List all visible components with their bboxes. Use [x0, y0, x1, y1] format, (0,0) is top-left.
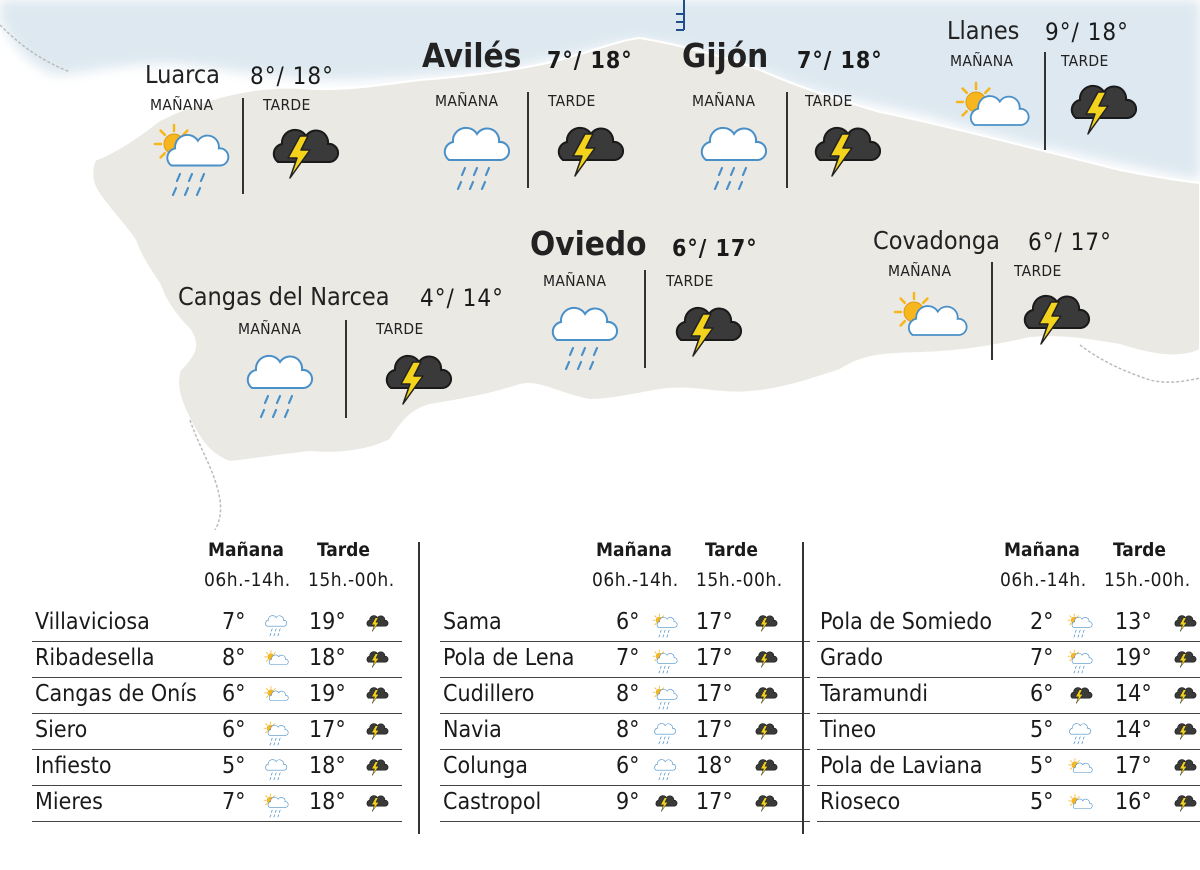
- city-name: Covadonga: [873, 226, 1000, 255]
- morning-temperature: 6°: [616, 753, 640, 779]
- period-divider: [991, 262, 993, 360]
- table-row: [32, 749, 402, 786]
- city-temperature-range: 7°/ 18°: [797, 48, 883, 74]
- table-row: [32, 605, 402, 642]
- morning-hours: 06h.-14h.: [592, 569, 679, 591]
- morning-temperature: 9°: [616, 789, 640, 815]
- morning-label: MAÑANA: [888, 262, 952, 280]
- sun-cloud-icon: [1068, 793, 1091, 823]
- storm-icon: [364, 649, 387, 679]
- afternoon-hours: 15h.-00h.: [1104, 569, 1191, 591]
- table-column-3: [817, 535, 1197, 835]
- morning-label: MAÑANA: [435, 92, 499, 110]
- afternoon-temperature: 14°: [1115, 717, 1152, 743]
- storm-icon: [1172, 613, 1195, 643]
- storm-icon: [668, 300, 738, 384]
- table-row: [440, 641, 810, 678]
- city-name: Cangas del Narcea: [178, 282, 390, 311]
- morning-header: Mañana: [1004, 539, 1080, 561]
- storm-icon: [1172, 721, 1195, 751]
- sun-cloud-icon: [264, 649, 287, 679]
- morning-temperature: 8°: [616, 717, 640, 743]
- city-temperature-range: 4°/ 14°: [420, 284, 504, 312]
- town-name: Rioseco: [820, 789, 901, 815]
- afternoon-temperature: 19°: [309, 609, 346, 635]
- period-divider: [786, 92, 788, 188]
- afternoon-label: TARDE: [1014, 262, 1062, 280]
- period-divider: [644, 270, 646, 368]
- afternoon-temperature: 18°: [309, 645, 346, 671]
- table-column-1: [32, 535, 412, 835]
- afternoon-hours: 15h.-00h.: [696, 569, 783, 591]
- sun-cloud-rain-icon: [653, 613, 676, 643]
- morning-label: MAÑANA: [692, 92, 756, 110]
- table-row: [32, 677, 402, 714]
- morning-temperature: 6°: [222, 681, 246, 707]
- sun-cloud-rain-icon: [653, 685, 676, 715]
- storm-icon: [1172, 685, 1195, 715]
- city-temperature-range: 9°/ 18°: [1045, 18, 1129, 46]
- period-divider: [1044, 52, 1046, 150]
- afternoon-label: TARDE: [1061, 52, 1109, 70]
- town-name: Ribadesella: [35, 645, 155, 671]
- town-name: Colunga: [443, 753, 528, 779]
- table-row: [32, 713, 402, 750]
- storm-icon: [1172, 793, 1195, 823]
- afternoon-label: TARDE: [548, 92, 596, 110]
- cloud-rain-icon: [653, 757, 676, 787]
- table-row: [817, 677, 1200, 714]
- storm-icon: [753, 685, 776, 715]
- afternoon-temperature: 17°: [696, 645, 733, 671]
- town-name: Castropol: [443, 789, 542, 815]
- storm-icon: [753, 793, 776, 823]
- city-name: Oviedo: [530, 224, 647, 263]
- morning-temperature: 5°: [1030, 789, 1054, 815]
- city-temperature-range: 7°/ 18°: [547, 48, 633, 74]
- sun-cloud-rain-icon: [264, 793, 287, 823]
- afternoon-temperature: 17°: [309, 717, 346, 743]
- town-name: Taramundi: [820, 681, 928, 707]
- afternoon-temperature: 17°: [696, 789, 733, 815]
- town-name: Mieres: [35, 789, 103, 815]
- morning-label: MAÑANA: [150, 96, 214, 114]
- city-temperature-range: 6°/ 17°: [1028, 228, 1112, 256]
- table-row: [32, 641, 402, 678]
- storm-icon: [653, 793, 676, 823]
- cloud-rain-icon: [697, 120, 767, 204]
- sun-cloud-rain-icon: [653, 649, 676, 679]
- city-name: Gijón: [682, 36, 769, 75]
- morning-temperature: 7°: [1030, 645, 1054, 671]
- cloud-rain-icon: [653, 721, 676, 751]
- table-row: [440, 677, 810, 714]
- storm-icon: [753, 721, 776, 751]
- sun-cloud-icon: [893, 288, 963, 372]
- sun-cloud-rain-icon: [264, 721, 287, 751]
- sun-cloud-icon: [1068, 757, 1091, 787]
- afternoon-temperature: 17°: [1115, 753, 1152, 779]
- storm-icon: [807, 120, 877, 204]
- storm-icon: [364, 793, 387, 823]
- afternoon-label: TARDE: [376, 320, 424, 338]
- table-row: [817, 713, 1200, 750]
- morning-label: MAÑANA: [543, 272, 607, 290]
- morning-label: MAÑANA: [238, 320, 302, 338]
- table-row: [817, 785, 1200, 822]
- afternoon-label: TARDE: [263, 96, 311, 114]
- sun-cloud-icon: [264, 685, 287, 715]
- storm-icon: [753, 613, 776, 643]
- morning-temperature: 7°: [616, 645, 640, 671]
- table-row: [440, 749, 810, 786]
- period-divider: [527, 92, 529, 188]
- sun-cloud-rain-icon: [155, 122, 225, 206]
- cloud-rain-icon: [548, 300, 618, 384]
- morning-temperature: 5°: [1030, 717, 1054, 743]
- morning-temperature: 2°: [1030, 609, 1054, 635]
- cloud-rain-icon: [264, 613, 287, 643]
- column-divider: [802, 542, 804, 834]
- city-name: Luarca: [145, 60, 220, 89]
- town-name: Pola de Lena: [443, 645, 575, 671]
- sun-cloud-icon: [955, 78, 1025, 162]
- table-row: [817, 749, 1200, 786]
- town-name: Pola de Laviana: [820, 753, 983, 779]
- afternoon-label: TARDE: [805, 92, 853, 110]
- afternoon-temperature: 18°: [696, 753, 733, 779]
- cloud-rain-icon: [264, 757, 287, 787]
- afternoon-temperature: 18°: [309, 753, 346, 779]
- afternoon-temperature: 13°: [1115, 609, 1152, 635]
- town-name: Tineo: [820, 717, 877, 743]
- morning-hours: 06h.-14h.: [1000, 569, 1087, 591]
- storm-icon: [753, 649, 776, 679]
- table-row: [32, 785, 402, 822]
- storm-icon: [1172, 649, 1195, 679]
- town-name: Navia: [443, 717, 502, 743]
- town-name: Infiesto: [35, 753, 112, 779]
- afternoon-hours: 15h.-00h.: [308, 569, 395, 591]
- town-name: Siero: [35, 717, 88, 743]
- morning-temperature: 6°: [616, 609, 640, 635]
- storm-icon: [364, 685, 387, 715]
- afternoon-header: Tarde: [1113, 539, 1167, 561]
- morning-temperature: 7°: [222, 609, 246, 635]
- afternoon-temperature: 19°: [1115, 645, 1152, 671]
- cloud-rain-icon: [440, 120, 510, 204]
- afternoon-temperature: 17°: [696, 609, 733, 635]
- storm-icon: [550, 120, 620, 204]
- table-row: [440, 605, 810, 642]
- period-divider: [345, 320, 347, 418]
- morning-header: Mañana: [208, 539, 284, 561]
- storm-icon: [1068, 685, 1091, 715]
- afternoon-header: Tarde: [317, 539, 371, 561]
- storm-icon: [378, 348, 448, 432]
- column-divider: [418, 542, 420, 834]
- storm-icon: [753, 757, 776, 787]
- town-name: Sama: [443, 609, 502, 635]
- afternoon-temperature: 17°: [696, 681, 733, 707]
- town-name: Grado: [820, 645, 884, 671]
- afternoon-temperature: 14°: [1115, 681, 1152, 707]
- morning-temperature: 5°: [1030, 753, 1054, 779]
- afternoon-temperature: 19°: [309, 681, 346, 707]
- afternoon-temperature: 17°: [696, 717, 733, 743]
- morning-temperature: 7°: [222, 789, 246, 815]
- storm-icon: [1063, 78, 1133, 162]
- storm-icon: [364, 721, 387, 751]
- city-name: Avilés: [422, 36, 522, 75]
- town-name: Pola de Somiedo: [820, 609, 992, 635]
- afternoon-label: TARDE: [666, 272, 714, 290]
- morning-label: MAÑANA: [950, 52, 1014, 70]
- town-name: Cangas de Onís: [35, 681, 197, 707]
- storm-icon: [364, 757, 387, 787]
- sun-cloud-rain-icon: [1068, 649, 1091, 679]
- city-temperature-range: 8°/ 18°: [250, 62, 334, 90]
- table-row: [817, 641, 1200, 678]
- town-name: Cudillero: [443, 681, 535, 707]
- cloud-rain-icon: [243, 348, 313, 432]
- city-name: Llanes: [947, 16, 1020, 45]
- morning-temperature: 8°: [616, 681, 640, 707]
- cloud-rain-icon: [1068, 721, 1091, 751]
- morning-temperature: 5°: [222, 753, 246, 779]
- storm-icon: [364, 613, 387, 643]
- afternoon-header: Tarde: [705, 539, 759, 561]
- table-row: [817, 605, 1200, 642]
- morning-temperature: 6°: [1030, 681, 1054, 707]
- morning-hours: 06h.-14h.: [204, 569, 291, 591]
- table-row: [440, 713, 810, 750]
- table-row: [440, 785, 810, 822]
- afternoon-temperature: 16°: [1115, 789, 1152, 815]
- city-temperature-range: 6°/ 17°: [672, 236, 758, 262]
- storm-icon: [1016, 288, 1086, 372]
- morning-header: Mañana: [596, 539, 672, 561]
- table-column-2: [440, 535, 820, 835]
- period-divider: [242, 98, 244, 194]
- storm-icon: [265, 122, 335, 206]
- town-name: Villaviciosa: [35, 609, 150, 635]
- morning-temperature: 8°: [222, 645, 246, 671]
- sun-cloud-rain-icon: [1068, 613, 1091, 643]
- storm-icon: [1172, 757, 1195, 787]
- afternoon-temperature: 18°: [309, 789, 346, 815]
- morning-temperature: 6°: [222, 717, 246, 743]
